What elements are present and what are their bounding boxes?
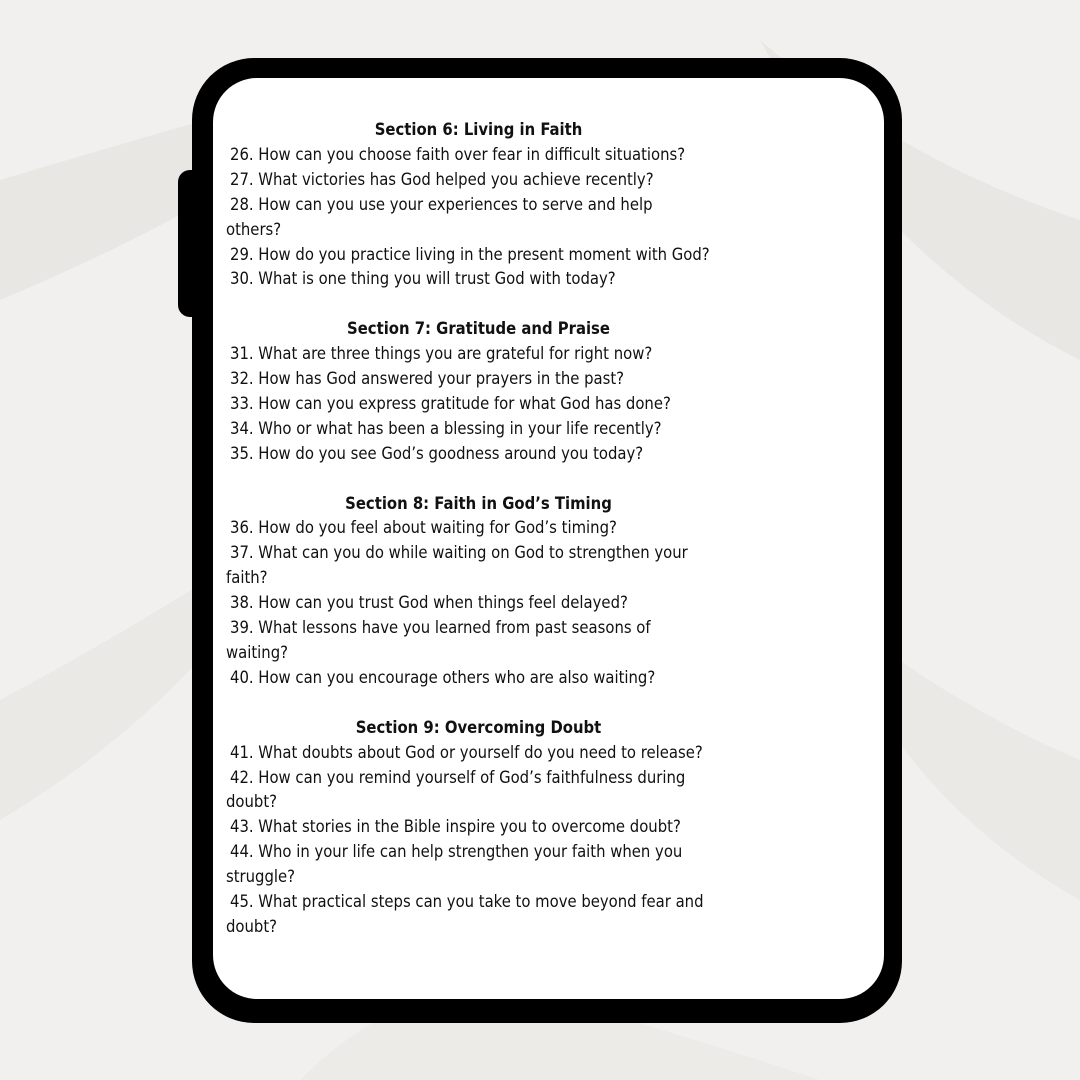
section-title: Section 8: Faith in God’s Timing [345,493,612,513]
tablet-screen [213,78,884,999]
question-item: 38. How can you trust God when things feel delayed? [230,593,628,613]
document-content [226,118,746,965]
question-item: 32. How has God answered your prayers in the past? [230,369,625,389]
question-item: 34. Who or what has been a blessing in your life recently? [230,418,662,438]
section-title: Section 7: Gratitude and Praise [347,319,610,339]
question-item: 36. How do you feel about waiting for God’s timing? [230,518,617,538]
question-item: 30. What is one thing you will trust God with today? [230,269,616,289]
question-item: 33. How can you express gratitude for what God has done? [230,393,671,413]
question-item: 28. How can you use your experiences to serve and help others? [226,194,653,239]
question-item: 40. How can you encourage others who are also waiting? [230,667,656,687]
question-item: 35. How do you see God’s goodness around you today? [230,443,644,463]
section-8 [226,492,746,691]
question-item: 39. What lessons have you learned from past seasons of waiting? [226,618,651,662]
question-item: 42. How can you remind yourself of God’s faithfulness during doubt? [226,767,686,812]
section-7 [226,317,746,466]
question-item: 44. Who in your life can help strengthen your faith when you struggle? [226,842,683,887]
question-item: 27. What victories has God helped you achieve recently? [230,169,654,189]
question-item: 45. What practical steps can you take to move beyond fear and doubt? [226,892,704,936]
section-title: Section 6: Living in Faith [374,120,583,139]
section-9 [226,716,746,940]
question-item: 41. What doubts about God or yourself do you need to release? [230,742,703,762]
section-title: Section 9: Overcoming Doubt [355,717,602,737]
question-item: 29. How do you practice living in the present moment with God? [230,244,710,264]
question-item: 37. What can you do while waiting on God to strengthen your faith? [226,543,688,588]
question-item: 26. How can you choose faith over fear in difficult situations? [230,144,686,164]
section-6 [226,118,746,292]
question-item: 43. What stories in the Bible inspire you to overcome doubt? [230,817,681,837]
question-item: 31. What are three things you are grateful for right now? [230,344,653,364]
